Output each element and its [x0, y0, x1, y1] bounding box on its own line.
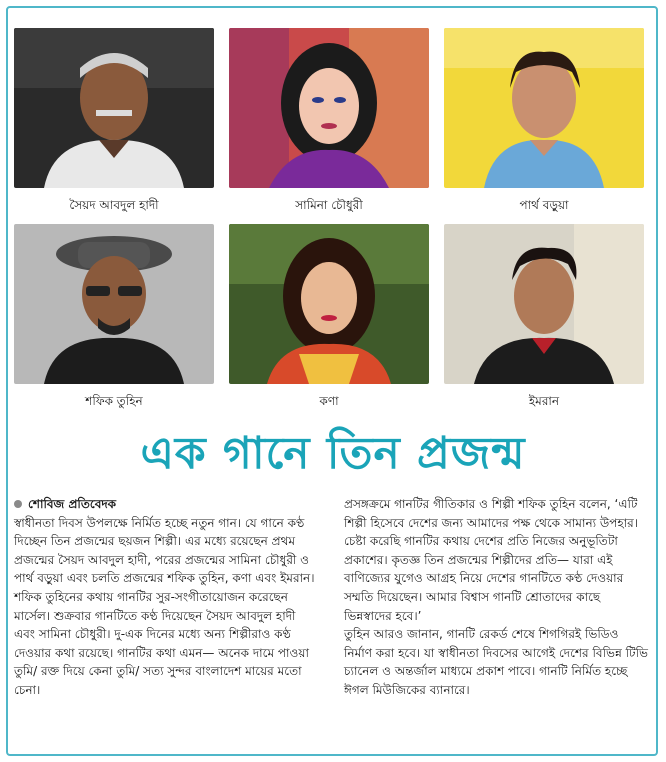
article-column-right	[344, 495, 650, 700]
photo-caption: পার্থ বড়ুয়া	[519, 198, 569, 212]
photo-card	[14, 224, 214, 410]
article-column-left	[14, 495, 320, 700]
article-paragraph: তুহিন আরও জানান, গানটি রেকর্ড শেষে শিগগিরই ভিডিও নির্মাণ করা হবে। যা স্বাধীনতা দিবসের আগেই দেশের বিভিন্ন টিভি চ্যানেল ও অন্তর্জাল মাধ্যমে প্রকাশ পাবে। গানটি নির্মিত হচ্ছে ঈগল মিউজিকের ব্যানারে।	[344, 627, 648, 697]
portrait-photo	[229, 28, 429, 188]
photo-card	[14, 28, 214, 214]
portrait-photo	[14, 224, 214, 384]
byline-text: শোবিজ প্রতিবেদক	[28, 497, 117, 511]
photo-card	[229, 224, 429, 410]
portrait-photo	[444, 28, 644, 188]
photo-caption: শফিক তুহিন	[85, 394, 143, 408]
article-body	[14, 495, 650, 700]
photo-card	[444, 28, 644, 214]
portrait-photo	[229, 224, 429, 384]
byline	[14, 495, 320, 514]
portrait-photo	[444, 224, 644, 384]
headline: এক গানে তিন প্রজন্ম	[140, 428, 526, 479]
photo-caption: সামিনা চৌধুরী	[295, 198, 363, 212]
photo-caption: ইমরান	[528, 394, 560, 408]
photo-card	[444, 224, 644, 410]
photo-grid	[14, 28, 644, 410]
bullet-icon	[14, 500, 22, 508]
article-paragraph: স্বাধীনতা দিবস উপলক্ষে নির্মিত হচ্ছে নতুন গান। যে গানে কণ্ঠ দিচ্ছেন তিন প্রজন্মের ছয়জন শিল্পী। এর মধ্যে রয়েছেন প্রথম প্রজন্মের সৈয়দ আবদুল হাদী, পরের প্রজন্মের সামিনা চৌধুরী ও পার্থ বড়ুয়া এবং চলতি প্রজন্মের শফিক তুহিন, কণা এবং ইমরান। শফিক তুহিনের কথায় গানটির সুর-সংগীতায়োজন করেছেন মার্সেল। শুক্রবার গানটিতে কণ্ঠ দিয়েছেন সৈয়দ আবদুল হাদী এবং সামিনা চৌধুরী। দু-এক দিনের মধ্যে অন্য শিল্পীরাও কণ্ঠ দেওয়ার কথা রয়েছে। গানটির কথা এমন— অনেক দামে পাওয়া তুমি/ রক্ত দিয়ে কেনা তুমি/ সত্য সুন্দর বাংলাদেশ মায়ের মতো চেনা।	[14, 515, 315, 697]
article-paragraph: প্রসঙ্গক্রমে গানটির গীতিকার ও শিল্পী শফিক তুহিন বলেন, ‘এটি শিল্পী হিসেবে দেশের জন্য আমাদের পক্ষ থেকে সামান্য উপহার। চেষ্টা করেছি গানটির কথায় দেশের প্রতি নিজের অনুভূতিটা প্রকাশের। কৃতজ্ঞ তিন প্রজন্মের শিল্পীদের প্রতি— যারা এই বাণিজ্যের যুগেও আগ্রহ নিয়ে দেশের গানটিতে কণ্ঠ দেওয়ার সম্মতি দিয়েছেন। আমার বিশ্বাস গানটি শ্রোতাদের কাছে ভিন্নস্বাদের হবে।’	[344, 497, 639, 623]
photo-caption: কণা	[319, 394, 339, 408]
portrait-photo	[14, 28, 214, 188]
photo-card	[229, 28, 429, 214]
photo-caption: সৈয়দ আবদুল হাদী	[69, 198, 159, 212]
